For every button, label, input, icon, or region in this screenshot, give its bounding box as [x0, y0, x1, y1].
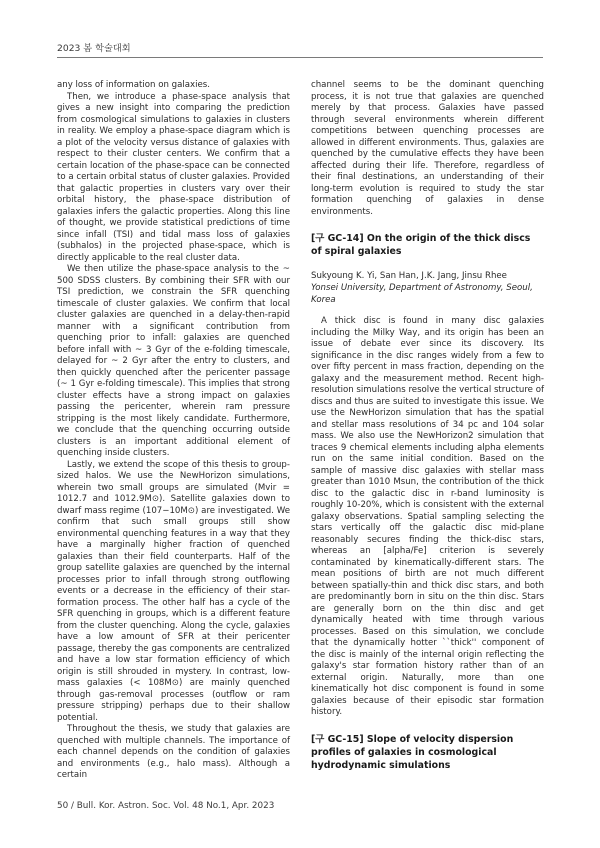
header-divider — [57, 57, 543, 58]
paragraph: Throughout the thesis, we study that galaxies are quenched with multiple channels. The importance of each channel depends on the condition of galaxies and environments (e.g., halo mass). Although a certain — [57, 724, 290, 780]
left-column — [57, 80, 290, 782]
running-header: 2023 봄 학술대회 — [57, 43, 131, 54]
paragraph: Then, we introduce a phase-space analysis that gives a new insight into comparing the prediction from cosmological simulations to galaxies in clusters in reality. We employ a phase-space diagram which is a plot of the velocity versus distance of galaxies with respect to their cluster centers. We confirm that a certain location of the phase-space can be connected to a certain orbital status of cluster galaxies. Provided that galactic properties in clusters vary over their orbital history, the phase-space distribution of galaxies infers the galactic properties. Along this line of thought, we provide statistical predictions of time since infall (TSI) and tidal mass loss of galaxies (subhalos) in the projected phase-space, which is directly applicable to the real cluster data. — [57, 91, 290, 263]
abstract-heading-gc15: [구 GC-15] Slope of velocity dispersion profiles of galaxies in cosmological hydrodynamic simulations — [311, 733, 514, 771]
abstract-heading-gc14: [구 GC-14] On the origin of the thick discs of spiral galaxies — [311, 233, 531, 257]
affiliation: Yonsei University, Department of Astronomy, Seoul, Korea — [311, 283, 533, 305]
paragraph: channel seems to be the dominant quenching process, it is not true that galaxies are quenched merely by that process. Galaxies have passed through several environments wherein different competitions between quenching processes are allowed in different environments. Thus, galaxies are quenched by the cumulative effects they have been affected during their life. Therefore, regardless of their final destinations, an understanding of their long-term evolution is required to study the star formation quenching of galaxies in dense environments. — [311, 80, 544, 217]
paragraph: any loss of information on galaxies. — [57, 80, 210, 90]
abstract-text: A thick disc is found in many disc galaxies including the Milky Way, and its origin has been an issue of debate ever since its discovery. Its significance in the disc ranges widely from a few to over fifty percent in mass fraction, depending on the galaxy and the measurement method. Recent high-resolution simulations resolve the vertical structure of discs and thus are suited to investigate this issue. We use the NewHorizon simulation that has the spatial and stellar mass resolutions of 34 pc and 104 solar mass. We also use the NewHorizon2 simulation that traces 9 chemical elements including alpha elements run on the same initial condition. Based on the sample of massive disc galaxies with stellar mass greater than 1010 Msun, the contribution of the thick disc to the galactic disc in r-band luminosity is roughly 10-20%, which is consistent with the external galaxy observations. Spatial sampling selecting the stars vertically off the galactic disc mid-plane reasonably secures finding the thick-disc stars, whereas an [alpha/Fe] criterion is severely contaminated by kinematically-different stars. The mean positions of birth are not much different between spatially-thin and thick disc stars, and both are predominantly born in situ on the thin disc. Stars are generally born on the thin disc and get dynamically heated with time through various processes. Based on this simulation, we conclude that the dynamically hotter ``thick'' component of the disc is mainly of the internal origin reflecting the galaxy's star formation history rather than of an external origin. Naturally, more than one kinematically hot disc component is found in some galaxies because of their episodic star formation history. — [311, 316, 544, 717]
right-column — [311, 80, 544, 784]
paragraph: Lastly, we extend the scope of this thesis to group-sized halos. We use the NewHorizon simulations, wherein two small groups are simulated (Mvir = 1012.7 and 1012.9M⊙). Satellite galaxies down to dwarf mass regime (107−10M⊙) are investigated. We confirm that such small groups still show environmental quenching features in a way that they have a marginally higher fraction of quenched galaxies than their field counterparts. Half of the group satellite galaxies are quenched by the internal processes prior to infall through strong outflowing events or a decrease in the efficiency of their star-formation process. The other half has a cycle of the SFR quenching in groups, which is a different feature from the cluster quenching. Along the cycle, galaxies have a low amount of SFR at their pericenter passage, thereby the gas components are centralized and have a low star formation efficiency of which origin is still shrouded in mystery. In contrast, low-mass galaxies (< 108M⊙) are mainly quenched through gas-removal processes (outflow or ram pressure stripping) perhaps due to their shallow potential. — [57, 459, 290, 723]
authors: Sukyoung K. Yi, San Han, J.K. Jang, Jinsu Rhee — [311, 271, 507, 281]
page-footer: 50 / Bull. Kor. Astron. Soc. Vol. 48 No.1, Apr. 2023 — [57, 801, 275, 811]
paragraph: We then utilize the phase-space analysis to the ~ 500 SDSS clusters. By combining their SFR with our TSI prediction, we constrain the SFR quenching timescale of cluster galaxies. We confirm that local cluster galaxies are quenched in a delay-then-rapid manner with a significant contribution from quenching prior to infall: galaxies are quenched before infall with ~ 3 Gyr of the e-folding timescale, delayed for ~ 2 Gyr after the entry to clusters, and then quickly quenched after the pericenter passage (~ 1 Gyr e-folding timescale). This implies that strong cluster effects have a strong impact on galaxies passing the pericenter, wherein ram pressure stripping is the most likely candidate. Furthermore, we conclude that the quenching occurring outside clusters is an important additional element of quenching inside clusters. — [57, 264, 290, 458]
